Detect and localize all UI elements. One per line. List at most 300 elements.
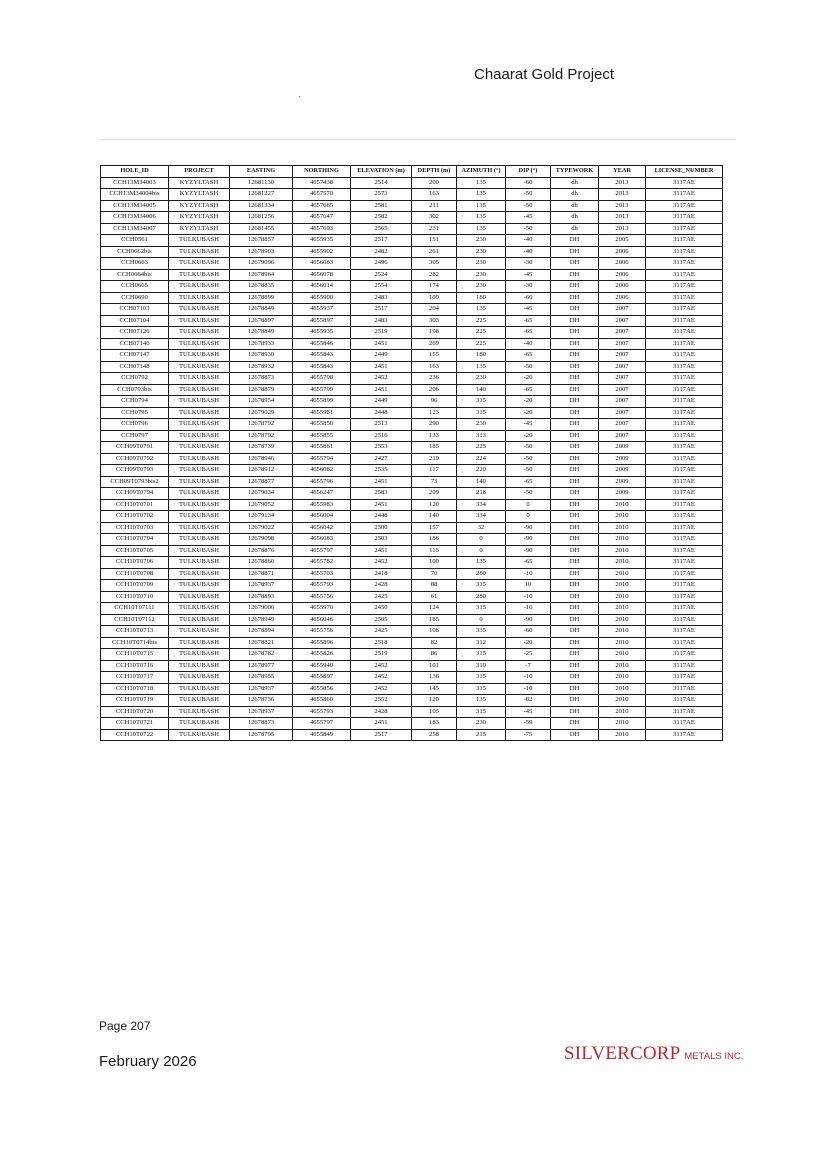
table-cell: CCH13M34003 (101, 177, 169, 189)
table-cell: 4655855 (293, 430, 351, 442)
table-cell: 12678912 (230, 465, 293, 477)
table-cell: 2418 (351, 568, 412, 580)
table-cell: 2553 (351, 442, 412, 454)
table-cell: TULKUBASH (169, 430, 230, 442)
table-cell: -65 (506, 315, 551, 327)
table-cell: 2573 (351, 189, 412, 201)
table-row (101, 488, 723, 500)
table-cell: 2010 (599, 603, 646, 615)
table-row (101, 212, 723, 224)
table-cell: 12681130 (230, 177, 293, 189)
table-cell: TULKUBASH (169, 683, 230, 695)
table-row (101, 591, 723, 603)
table-cell: 2010 (599, 580, 646, 592)
table-cell: 2513 (351, 419, 412, 431)
table-cell: 4655796 (293, 476, 351, 488)
table-cell: 3117AE (646, 200, 723, 212)
table-cell: 2007 (599, 384, 646, 396)
table-cell: 12679134 (230, 511, 293, 523)
table-cell: 315 (457, 672, 506, 684)
table-row (101, 534, 723, 546)
table-row (101, 396, 723, 408)
table-cell: CCH0690 (101, 292, 169, 304)
table-cell: 2582 (351, 212, 412, 224)
table-row (101, 373, 723, 385)
table-cell: CCH07126 (101, 327, 169, 339)
table-cell: 236 (412, 373, 457, 385)
table-cell: 12678903 (230, 246, 293, 258)
table-cell: 211 (412, 200, 457, 212)
table-row (101, 269, 723, 281)
table-cell: 219 (412, 453, 457, 465)
table-cell: TULKUBASH (169, 729, 230, 741)
table-cell: 312 (457, 637, 506, 649)
table-cell: 12678955 (230, 672, 293, 684)
table-cell: 3117AE (646, 672, 723, 684)
table-cell: 313 (457, 430, 506, 442)
table-cell: TULKUBASH (169, 534, 230, 546)
table-cell: 12678964 (230, 269, 293, 281)
table-cell: 4657647 (293, 212, 351, 224)
table-cell: CCH07104 (101, 315, 169, 327)
table-cell: 12678937 (230, 706, 293, 718)
table-cell: -75 (506, 729, 551, 741)
table-cell: 135 (457, 557, 506, 569)
table-cell: TULKUBASH (169, 557, 230, 569)
table-cell: TULKUBASH (169, 327, 230, 339)
table-cell: 12678782 (230, 649, 293, 661)
table-cell: 12678894 (230, 626, 293, 638)
table-cell: 4656083 (293, 534, 351, 546)
table-cell: 3117AE (646, 580, 723, 592)
table-cell: 73 (412, 476, 457, 488)
table-cell: DH (551, 350, 599, 362)
table-cell: -10 (506, 672, 551, 684)
table-cell: 12678949 (230, 614, 293, 626)
table-row (101, 499, 723, 511)
table-cell: DH (551, 672, 599, 684)
table-cell: 4655900 (293, 292, 351, 304)
table-cell: 2517 (351, 235, 412, 247)
table-cell: KYZYLTASH (169, 200, 230, 212)
table-cell: CCH10T0719 (101, 695, 169, 707)
table-cell: 3117AE (646, 476, 723, 488)
table-cell: 163 (412, 361, 457, 373)
table-cell: -45 (506, 212, 551, 224)
table-cell: 2535 (351, 465, 412, 477)
table-cell: 101 (412, 660, 457, 672)
table-cell: CCH10T0708 (101, 568, 169, 580)
table-cell: TULKUBASH (169, 718, 230, 730)
page-number: Page 207 (99, 1019, 151, 1033)
table-cell: 3117AE (646, 407, 723, 419)
table-cell: CCH0794 (101, 396, 169, 408)
table-cell: 2448 (351, 511, 412, 523)
table-cell: TULKUBASH (169, 672, 230, 684)
table-cell: -45 (506, 269, 551, 281)
table-cell: 163 (412, 189, 457, 201)
table-cell: 2554 (351, 281, 412, 293)
table-cell: CCH10T0706 (101, 557, 169, 569)
table-cell: 12678873 (230, 373, 293, 385)
table-cell: 12678876 (230, 545, 293, 557)
table-cell: DH (551, 637, 599, 649)
table-cell: 2451 (351, 476, 412, 488)
table-cell: 218 (457, 488, 506, 500)
table-cell: CCH10T07111 (101, 603, 169, 615)
table-cell: TULKUBASH (169, 695, 230, 707)
table-cell: 204 (412, 304, 457, 316)
table-row (101, 200, 723, 212)
table-cell: 3117AE (646, 453, 723, 465)
table-cell: 0 (457, 534, 506, 546)
table-row (101, 614, 723, 626)
table-cell: 0 (506, 511, 551, 523)
table-cell: 4656046 (293, 614, 351, 626)
table-cell: CCH0561 (101, 235, 169, 247)
table-cell: 4657438 (293, 177, 351, 189)
table-cell: CCH10T07112 (101, 614, 169, 626)
table-cell: 12678977 (230, 660, 293, 672)
table-cell: 2007 (599, 350, 646, 362)
table-cell: 3117AE (646, 568, 723, 580)
table-cell: 2013 (599, 177, 646, 189)
table-cell: TULKUBASH (169, 315, 230, 327)
table-cell: 230 (457, 281, 506, 293)
table-cell: 3117AE (646, 614, 723, 626)
table-cell: -65 (506, 557, 551, 569)
table-row (101, 292, 723, 304)
table-cell: 2010 (599, 499, 646, 511)
table-cell: 12678937 (230, 580, 293, 592)
table-cell: 2006 (599, 281, 646, 293)
table-cell: DH (551, 580, 599, 592)
table-cell: 3117AE (646, 706, 723, 718)
table-cell: 3117AE (646, 488, 723, 500)
table-cell: 2010 (599, 706, 646, 718)
table-cell: 12678821 (230, 637, 293, 649)
table-cell: DH (551, 603, 599, 615)
table-cell: 2482 (351, 246, 412, 258)
table-cell: 290 (412, 419, 457, 431)
table-cell: CCH07147 (101, 350, 169, 362)
table-cell: 261 (412, 246, 457, 258)
table-cell: 4657570 (293, 189, 351, 201)
column-header: DEPTH (m) (412, 166, 457, 178)
table-cell: 3117AE (646, 430, 723, 442)
table-cell: 12678873 (230, 718, 293, 730)
table-row (101, 327, 723, 339)
table-cell: 2452 (351, 672, 412, 684)
table-cell: DH (551, 281, 599, 293)
table-cell: DH (551, 706, 599, 718)
table-cell: -65 (506, 384, 551, 396)
table-cell: 310 (457, 660, 506, 672)
table-cell: 3117AE (646, 442, 723, 454)
table-cell: 2010 (599, 695, 646, 707)
table-cell: 3117AE (646, 683, 723, 695)
table-cell: 2451 (351, 499, 412, 511)
table-cell: 12678879 (230, 384, 293, 396)
table-cell: 12678954 (230, 396, 293, 408)
table-cell: 2010 (599, 718, 646, 730)
table-cell: 12678739 (230, 442, 293, 454)
table-cell: 230 (457, 718, 506, 730)
table-cell: 220 (457, 465, 506, 477)
table-cell: 3117AE (646, 626, 723, 638)
table-cell: -65 (506, 476, 551, 488)
table-cell: 335 (457, 626, 506, 638)
table-cell: CCH09T0792 (101, 453, 169, 465)
table-cell: 4656247 (293, 488, 351, 500)
table-cell: DH (551, 384, 599, 396)
table-cell: 12681256 (230, 212, 293, 224)
column-header: AZIMUTH (°) (457, 166, 506, 178)
table-cell: 3117AE (646, 603, 723, 615)
table-cell: 2010 (599, 614, 646, 626)
table-cell: 3117AE (646, 304, 723, 316)
table-row (101, 649, 723, 661)
table-cell: 3117AE (646, 695, 723, 707)
table-cell: -50 (506, 465, 551, 477)
table-cell: 4655843 (293, 361, 351, 373)
table-cell: 305 (412, 258, 457, 270)
table-cell: 4655935 (293, 327, 351, 339)
table-cell: 135 (457, 695, 506, 707)
table-cell: 4656042 (293, 522, 351, 534)
table-cell: 4655826 (293, 649, 351, 661)
table-cell: DH (551, 476, 599, 488)
table-cell: -90 (506, 522, 551, 534)
table-cell: DH (551, 327, 599, 339)
table-cell: 2451 (351, 384, 412, 396)
table-cell: CCH10T0715 (101, 649, 169, 661)
table-cell: 4655856 (293, 683, 351, 695)
table-cell: -45 (506, 706, 551, 718)
table-cell: 2007 (599, 407, 646, 419)
table-cell: TULKUBASH (169, 453, 230, 465)
table-cell: dh (551, 223, 599, 235)
table-cell: 2451 (351, 545, 412, 557)
silvercorp-logo (564, 1043, 743, 1065)
table-row (101, 672, 723, 684)
table-cell: -90 (506, 545, 551, 557)
table-cell: TULKUBASH (169, 660, 230, 672)
table-cell: KYZYLTASH (169, 189, 230, 201)
table-cell: DH (551, 453, 599, 465)
table-cell: 3117AE (646, 327, 723, 339)
table-row (101, 361, 723, 373)
table-cell: TULKUBASH (169, 465, 230, 477)
table-cell: 2583 (351, 488, 412, 500)
table-cell: -50 (506, 189, 551, 201)
table-cell: 2516 (351, 430, 412, 442)
table-cell: DH (551, 557, 599, 569)
table-cell: CCH10T0704 (101, 534, 169, 546)
table-cell: 12678937 (230, 683, 293, 695)
table-cell: 198 (412, 327, 457, 339)
table-cell: 4655983 (293, 499, 351, 511)
table-cell: 2010 (599, 683, 646, 695)
table-cell: -10 (506, 568, 551, 580)
table-cell: 10 (506, 580, 551, 592)
table-cell: 3117AE (646, 511, 723, 523)
table-cell: 3117AE (646, 189, 723, 201)
table-cell: 2005 (599, 235, 646, 247)
table-cell: 4655846 (293, 338, 351, 350)
table-cell: 334 (457, 511, 506, 523)
table-cell: 2451 (351, 338, 412, 350)
table-cell: 100 (412, 557, 457, 569)
table-row (101, 223, 723, 235)
table-cell: 12679052 (230, 499, 293, 511)
table-cell: 2010 (599, 511, 646, 523)
table-cell: TULKUBASH (169, 338, 230, 350)
table-cell: 12679034 (230, 488, 293, 500)
table-cell: 4655981 (293, 407, 351, 419)
table-cell: 185 (412, 614, 457, 626)
table-cell: DH (551, 568, 599, 580)
table-cell: DH (551, 258, 599, 270)
table-cell: 105 (412, 706, 457, 718)
table-cell: 108 (412, 626, 457, 638)
table-cell: DH (551, 545, 599, 557)
table-cell: 116 (412, 545, 457, 557)
table-cell: TULKUBASH (169, 407, 230, 419)
table-cell: CCH07103 (101, 304, 169, 316)
table-cell: CCH13M34006 (101, 212, 169, 224)
table-cell: 4655797 (293, 545, 351, 557)
table-cell: 2009 (599, 465, 646, 477)
table-row (101, 557, 723, 569)
table-cell: 140 (457, 476, 506, 488)
table-cell: 3117AE (646, 223, 723, 235)
table-cell: 2007 (599, 430, 646, 442)
table-cell: DH (551, 338, 599, 350)
table-cell: 4655703 (293, 568, 351, 580)
table-cell: 185 (412, 442, 457, 454)
table-cell: 2552 (351, 695, 412, 707)
table-cell: 231 (412, 223, 457, 235)
table-row (101, 476, 723, 488)
column-header: EASTING (230, 166, 293, 178)
table-cell: 225 (457, 315, 506, 327)
table-cell: 2007 (599, 327, 646, 339)
table-cell: DH (551, 304, 599, 316)
table-cell: -90 (506, 534, 551, 546)
table-cell: 123 (412, 407, 457, 419)
table-cell: 2449 (351, 396, 412, 408)
table-cell: 4655860 (293, 695, 351, 707)
table-cell: CCH0795 (101, 407, 169, 419)
table-cell: 4655896 (293, 637, 351, 649)
table-cell: 0 (457, 545, 506, 557)
table-cell: 2010 (599, 649, 646, 661)
table-cell: dh (551, 189, 599, 201)
table-cell: 135 (457, 177, 506, 189)
table-cell: CCH07146 (101, 338, 169, 350)
table-cell: TULKUBASH (169, 442, 230, 454)
table-cell: -65 (506, 327, 551, 339)
table-cell: 12678860 (230, 557, 293, 569)
table-cell: CCH10T0701 (101, 499, 169, 511)
table-cell: TULKUBASH (169, 292, 230, 304)
table-cell: KYZYLTASH (169, 223, 230, 235)
table-cell: -40 (506, 246, 551, 258)
table-cell: 12679006 (230, 603, 293, 615)
table-cell: 2006 (599, 292, 646, 304)
table-cell: 3117AE (646, 338, 723, 350)
table-cell: 4655970 (293, 603, 351, 615)
table-cell: -60 (506, 292, 551, 304)
table-cell: 2010 (599, 545, 646, 557)
table-cell: DH (551, 729, 599, 741)
table-cell: 334 (457, 499, 506, 511)
table-cell: 2450 (351, 603, 412, 615)
table-cell: TULKUBASH (169, 361, 230, 373)
table-cell: 4655793 (293, 580, 351, 592)
table-cell: DH (551, 660, 599, 672)
table-cell: 2519 (351, 327, 412, 339)
document-date: February 2026 (99, 1053, 197, 1070)
table-cell: 4655797 (293, 718, 351, 730)
table-cell: 3117AE (646, 419, 723, 431)
table-cell: CCH0792 (101, 373, 169, 385)
table-cell: -90 (506, 614, 551, 626)
table-cell: DH (551, 649, 599, 661)
table-row (101, 304, 723, 316)
table-cell: CCH0793bis (101, 384, 169, 396)
header-dot (299, 96, 300, 97)
table-row (101, 177, 723, 189)
table-row (101, 683, 723, 695)
table-cell: -7 (506, 660, 551, 672)
table-cell: -10 (506, 683, 551, 695)
table-cell: 3117AE (646, 235, 723, 247)
table-cell: 140 (412, 511, 457, 523)
table-cell: DH (551, 407, 599, 419)
table-cell: DH (551, 499, 599, 511)
table-cell: 12679098 (230, 534, 293, 546)
table-cell: 151 (412, 235, 457, 247)
table-cell: 3117AE (646, 465, 723, 477)
table-cell: 3117AE (646, 637, 723, 649)
table-cell: TULKUBASH (169, 626, 230, 638)
table-cell: DH (551, 534, 599, 546)
table-cell: CCH13M34004bis (101, 189, 169, 201)
table-cell: 230 (457, 246, 506, 258)
table-cell: 3117AE (646, 557, 723, 569)
table-row (101, 235, 723, 247)
table-cell: 280 (457, 591, 506, 603)
table-cell: 12678897 (230, 315, 293, 327)
table-cell: DH (551, 419, 599, 431)
table-cell: KYZYLTASH (169, 212, 230, 224)
table-cell: 3117AE (646, 591, 723, 603)
table-cell: dh (551, 200, 599, 212)
table-row (101, 522, 723, 534)
table-cell: DH (551, 396, 599, 408)
column-header: TYPEWORK (551, 166, 599, 178)
table-cell: TULKUBASH (169, 269, 230, 281)
table-cell: 315 (457, 649, 506, 661)
table-row (101, 706, 723, 718)
table-cell: -50 (506, 442, 551, 454)
table-cell: 2010 (599, 729, 646, 741)
table-cell: 2452 (351, 557, 412, 569)
table-cell: 2006 (599, 246, 646, 258)
table-cell: 12679022 (230, 522, 293, 534)
